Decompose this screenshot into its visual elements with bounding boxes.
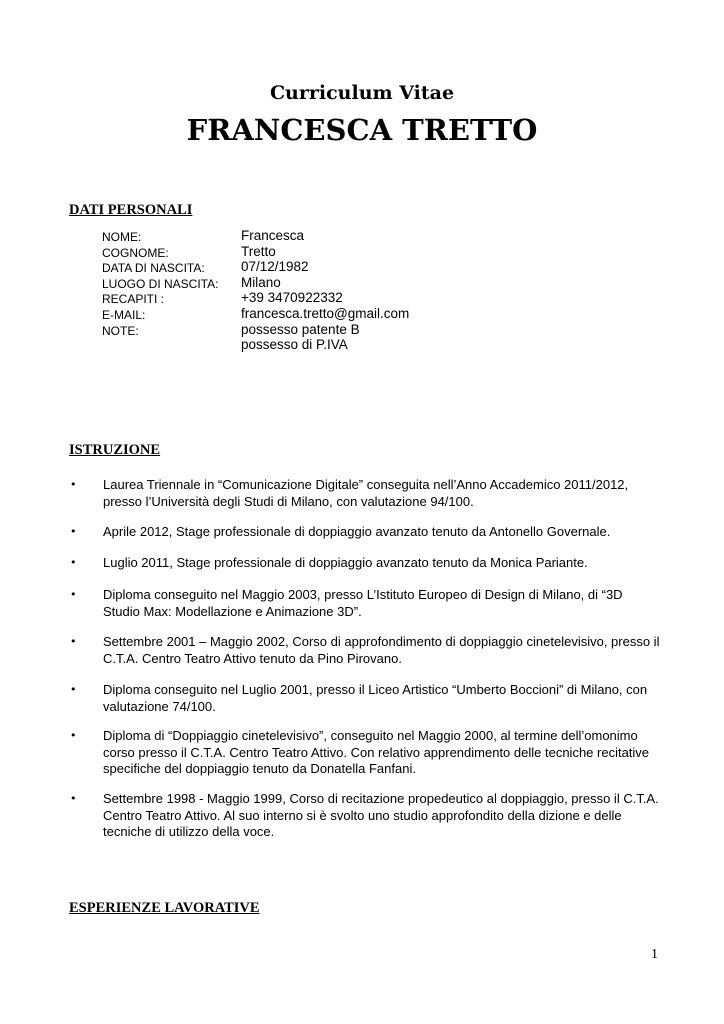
field-value: possesso di P.IVA [241, 337, 348, 353]
document-subtitle: Curriculum Vitae [269, 82, 455, 104]
education-item-text: Settembre 1998 - Maggio 1999, Corso di recitazione propedeutico al doppiaggio, presso il C.T.A. Centro Teatro Attivo. Al suo interno si è svolto uno studio approfondito della dizione e delle tecniche di utilizzo della voce. [103, 791, 659, 839]
bullet-icon: • [70, 478, 77, 491]
page-number: 1 [651, 947, 658, 962]
list-item [70, 634, 663, 667]
bullet-icon: • [70, 556, 77, 569]
education-item-text: Diploma conseguito nel Maggio 2003, presso L’Istituto Europeo di Design di Milano, di “3D Studio Max: Modellazione e Animazione 3D”. [103, 587, 623, 619]
document-title-name: FRANCESCA TRETTO [186, 113, 538, 147]
section-heading-personal: DATI PERSONALI [69, 202, 193, 218]
field-label: NOME: [102, 230, 142, 244]
list-item [70, 728, 663, 778]
field-value: Francesca [241, 228, 305, 243]
bullet-icon: • [70, 729, 77, 742]
field-value: 07/12/1982 [241, 259, 309, 275]
field-value: Milano [241, 274, 281, 290]
field-value: Tretto [241, 243, 276, 259]
section-heading-work-experience: ESPERIENZE LAVORATIVE [69, 900, 260, 916]
list-item [70, 555, 663, 572]
field-label: RECAPITI : [102, 292, 165, 307]
bullet-icon: • [70, 792, 77, 805]
list-item [70, 791, 663, 841]
section-heading-education: ISTRUZIONE [69, 442, 161, 458]
education-item-text: Settembre 2001 – Maggio 2002, Corso di approfondimento di doppiaggio cinetelevisivo, presso il C.T.A. Centro Teatro Attivo tenuto da Pino Pirovano. [103, 634, 660, 666]
field-label: COGNOME: [102, 245, 169, 260]
field-value: possesso patente B [241, 321, 360, 337]
education-item-text: Diploma di “Doppiaggio cinetelevisivo”, conseguito nel Maggio 2000, al termine dell’omonimo corso presso il C.T.A. Centro Teatro Attivo. Con relativo apprendimento delle tecniche recitative specifiche del doppiaggio tenuto da Donatella Fanfani. [103, 728, 650, 776]
field-label: E-MAIL: [102, 307, 146, 322]
education-item-text: Laurea Triennale in “Comunicazione Digitale” conseguita nell’Anno Accademico 2011/2012, presso l’Università degli Studi di Milano, con valutazione 94/100. [103, 477, 629, 509]
education-item-text: Aprile 2012, Stage professionale di doppiaggio avanzato tenuto da Antonello Governale. [103, 524, 611, 539]
education-item-text: Diploma conseguito nel Luglio 2001, presso il Liceo Artistico “Umberto Boccioni” di Milano, con valutazione 74/100. [103, 682, 648, 714]
bullet-icon: • [70, 635, 77, 648]
bullet-icon: • [70, 525, 77, 538]
field-value: francesca.tretto@gmail.com [241, 305, 410, 321]
education-item-text: Luglio 2011, Stage professionale di doppiaggio avanzato tenuto da Monica Pariante. [103, 555, 588, 570]
list-item [70, 587, 663, 620]
list-item [70, 477, 663, 510]
bullet-icon: • [70, 588, 77, 601]
list-item [70, 682, 663, 715]
list-item [70, 524, 663, 541]
field-label: LUOGO DI NASCITA: [102, 276, 219, 291]
field-label: DATA DI NASCITA: [102, 261, 205, 276]
field-label: NOTE: [102, 323, 139, 338]
field-value: +39 3470922332 [241, 290, 343, 306]
bullet-icon: • [70, 683, 77, 696]
